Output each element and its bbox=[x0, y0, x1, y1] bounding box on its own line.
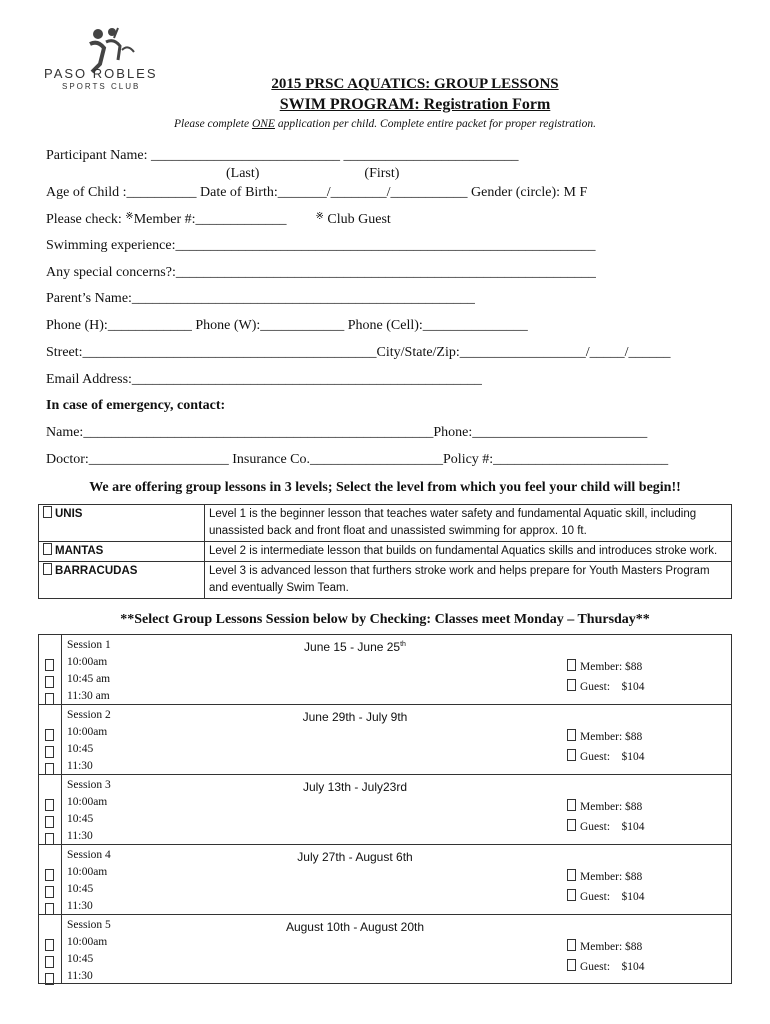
member-price[interactable] bbox=[567, 659, 642, 673]
session-name: Session 1 bbox=[67, 639, 111, 651]
guest-price[interactable] bbox=[567, 679, 645, 693]
session-time: 10:00am bbox=[67, 726, 108, 738]
session-time: 11:30 am bbox=[67, 690, 110, 702]
member-price[interactable] bbox=[567, 799, 642, 813]
guest-price[interactable] bbox=[567, 889, 645, 903]
level-name-cell[interactable] bbox=[39, 562, 205, 599]
session-row bbox=[38, 844, 732, 914]
checkbox-icon[interactable] bbox=[45, 869, 54, 881]
session-times bbox=[67, 707, 111, 775]
session-dates-main: June 29th - July 9th bbox=[302, 710, 408, 724]
level-name-cell[interactable] bbox=[39, 542, 205, 562]
session-name: Session 3 bbox=[67, 779, 111, 791]
checkbox-icon[interactable] bbox=[567, 729, 576, 741]
last-first-label: (Last) (First) bbox=[226, 166, 400, 181]
checkbox-icon[interactable] bbox=[567, 819, 576, 831]
levels-table bbox=[38, 504, 732, 599]
logo-line1: PASO ROBLES bbox=[44, 66, 158, 81]
guest-price-label: Guest: $104 bbox=[580, 961, 645, 973]
level-name-cell[interactable] bbox=[39, 505, 205, 542]
session-checkbox-column bbox=[39, 635, 62, 704]
member-price[interactable] bbox=[567, 729, 642, 743]
session-dates-main: August 10th - August 20th bbox=[285, 920, 425, 934]
level-desc: Level 2 is intermediate lesson that builds on fundamental Aquatics skills and introduces stroke work. bbox=[205, 542, 732, 562]
session-row bbox=[38, 914, 732, 984]
age-dob-field[interactable]: Age of Child :__________ Date of Birth:_______/________/___________ Gender (circle): M F bbox=[46, 185, 588, 200]
session-row bbox=[38, 774, 732, 844]
phone-fields[interactable]: Phone (H):____________ Phone (W):____________ Phone (Cell):_______________ bbox=[46, 318, 528, 333]
session-dates-sup: th bbox=[400, 641, 406, 648]
session-name: Session 4 bbox=[67, 849, 111, 861]
session-time: 10:45 am bbox=[67, 673, 111, 685]
form-title: 2015 PRSC AQUATICS: GROUP LESSONS bbox=[271, 76, 559, 92]
session-time: 11:30 bbox=[67, 900, 93, 912]
session-dates-main: July 27th - August 6th bbox=[297, 850, 413, 864]
level-row bbox=[39, 505, 732, 542]
checkbox-icon[interactable] bbox=[45, 956, 54, 968]
session-time: 10:00am bbox=[67, 936, 108, 948]
instructions-before: Please complete bbox=[174, 118, 252, 130]
email-field[interactable]: Email Address:__________________________________________________ bbox=[46, 372, 482, 387]
checkbox-icon[interactable] bbox=[567, 749, 576, 761]
guest-price-label: Guest: $104 bbox=[580, 891, 645, 903]
member-price[interactable] bbox=[567, 939, 642, 953]
session-time: 11:30 bbox=[67, 830, 93, 842]
instructions bbox=[0, 118, 770, 130]
session-time: 11:30 bbox=[67, 970, 93, 982]
special-concerns-field[interactable]: Any special concerns?:____________________________________________________________ bbox=[46, 265, 596, 280]
swimming-experience-field[interactable]: Swimming experience:____________________________________________________________ bbox=[46, 238, 596, 253]
session-dates-main: July 13th - July23rd bbox=[302, 780, 408, 794]
guest-label: Club Guest bbox=[327, 212, 391, 227]
member-price-label: Member: $88 bbox=[580, 801, 643, 813]
checkbox-icon[interactable] bbox=[45, 746, 54, 758]
levels-heading: We are offering group lessons in 3 levels; Select the level from which you feel your child will begin!! bbox=[89, 480, 681, 495]
session-time: 10:45 bbox=[67, 743, 94, 755]
guest-price[interactable] bbox=[567, 819, 645, 833]
guest-price-label: Guest: $104 bbox=[580, 681, 645, 693]
level-row bbox=[39, 542, 732, 562]
emergency-heading: In case of emergency, contact: bbox=[46, 398, 226, 413]
address-field[interactable]: Street:__________________________________________City/State/Zip:__________________/_____/______ bbox=[46, 345, 671, 360]
session-times bbox=[67, 777, 111, 845]
checkbox-icon[interactable] bbox=[45, 816, 54, 828]
checkbox-icon[interactable] bbox=[43, 563, 52, 575]
logo-line2: SPORTS CLUB bbox=[62, 82, 141, 91]
emergency-name-field[interactable]: Name:__________________________________________________Phone:_________________________ bbox=[46, 425, 648, 440]
checkbox-icon[interactable] bbox=[567, 959, 576, 971]
session-time: 10:45 bbox=[67, 813, 94, 825]
member-check-icon[interactable]: ※ bbox=[125, 211, 134, 222]
session-time: 10:00am bbox=[67, 866, 108, 878]
form-subtitle: SWIM PROGRAM: Registration Form bbox=[279, 96, 551, 113]
parent-name-field[interactable]: Parent’s Name:_________________________________________________ bbox=[46, 291, 475, 306]
guest-price-label: Guest: $104 bbox=[580, 751, 645, 763]
session-time: 10:00am bbox=[67, 656, 108, 668]
guest-price-label: Guest: $104 bbox=[580, 821, 645, 833]
guest-price[interactable] bbox=[567, 749, 645, 763]
member-price-label: Member: $88 bbox=[580, 941, 643, 953]
check-label: Please check: bbox=[46, 212, 122, 227]
checkbox-icon[interactable] bbox=[45, 799, 54, 811]
session-times bbox=[67, 917, 111, 985]
checkbox-icon[interactable] bbox=[45, 729, 54, 741]
level-name: UNIS bbox=[55, 508, 83, 520]
checkbox-icon[interactable] bbox=[567, 889, 576, 901]
session-times bbox=[67, 637, 111, 705]
instructions-emph: ONE bbox=[251, 118, 275, 130]
checkbox-icon[interactable] bbox=[567, 799, 576, 811]
checkbox-icon[interactable] bbox=[567, 679, 576, 691]
session-dates bbox=[239, 640, 471, 654]
session-dates bbox=[239, 920, 471, 934]
session-dates bbox=[239, 850, 471, 864]
session-dates bbox=[239, 780, 471, 794]
level-name: BARRACUDAS bbox=[55, 565, 138, 577]
doctor-insurance-field[interactable]: Doctor:____________________ Insurance Co.___________________Policy #:_________________________ bbox=[46, 452, 669, 467]
sessions-table bbox=[38, 634, 732, 984]
member-price-label: Member: $88 bbox=[580, 871, 643, 883]
session-row bbox=[38, 634, 732, 704]
session-checkbox-column bbox=[39, 775, 62, 844]
level-name: MANTAS bbox=[55, 545, 104, 557]
checkbox-icon[interactable] bbox=[567, 869, 576, 881]
sessions-heading: **Select Group Lessons Session below by Checking: Classes meet Monday – Thursday** bbox=[120, 612, 650, 627]
checkbox-icon[interactable] bbox=[45, 939, 54, 951]
checkbox-icon[interactable] bbox=[567, 939, 576, 951]
session-checkbox-column bbox=[39, 915, 62, 983]
member-price-label: Member: $88 bbox=[580, 731, 643, 743]
member-field[interactable]: Member #:_____________ bbox=[133, 212, 287, 227]
level-desc: Level 3 is advanced lesson that furthers stroke work and helps prepare for Youth Masters Program and eventually Swim Team. bbox=[205, 562, 732, 599]
guest-price[interactable] bbox=[567, 959, 645, 973]
member-price[interactable] bbox=[567, 869, 642, 883]
participant-name-field[interactable]: Participant Name: ___________________________ _________________________ bbox=[46, 148, 519, 163]
session-time: 10:45 bbox=[67, 953, 94, 965]
session-name: Session 2 bbox=[67, 709, 111, 721]
instructions-after: application per child. Complete entire packet for proper registration. bbox=[274, 118, 596, 130]
guest-check-icon[interactable]: ※ bbox=[315, 211, 324, 222]
session-row bbox=[38, 704, 732, 774]
checkbox-icon[interactable] bbox=[45, 973, 54, 985]
session-dates-main: June 15 - June 25 bbox=[304, 640, 401, 654]
checkbox-icon[interactable] bbox=[45, 659, 54, 671]
checkbox-icon[interactable] bbox=[43, 506, 52, 518]
checkbox-icon[interactable] bbox=[45, 886, 54, 898]
level-row bbox=[39, 562, 732, 599]
session-time: 10:00am bbox=[67, 796, 108, 808]
checkbox-icon[interactable] bbox=[43, 543, 52, 555]
session-dates bbox=[239, 710, 471, 724]
checkbox-icon[interactable] bbox=[567, 659, 576, 671]
session-time: 10:45 bbox=[67, 883, 94, 895]
session-name: Session 5 bbox=[67, 919, 111, 931]
session-checkbox-column bbox=[39, 705, 62, 774]
session-checkbox-column bbox=[39, 845, 62, 914]
membership-check-row bbox=[46, 211, 391, 228]
member-price-label: Member: $88 bbox=[580, 661, 643, 673]
session-times bbox=[67, 847, 111, 915]
level-desc: Level 1 is the beginner lesson that teaches water safety and fundamental Aquatic skill, including unassisted back and front float and unassisted swimming for approx. 10 ft. bbox=[205, 505, 732, 542]
session-time: 11:30 bbox=[67, 760, 93, 772]
checkbox-icon[interactable] bbox=[45, 676, 54, 688]
